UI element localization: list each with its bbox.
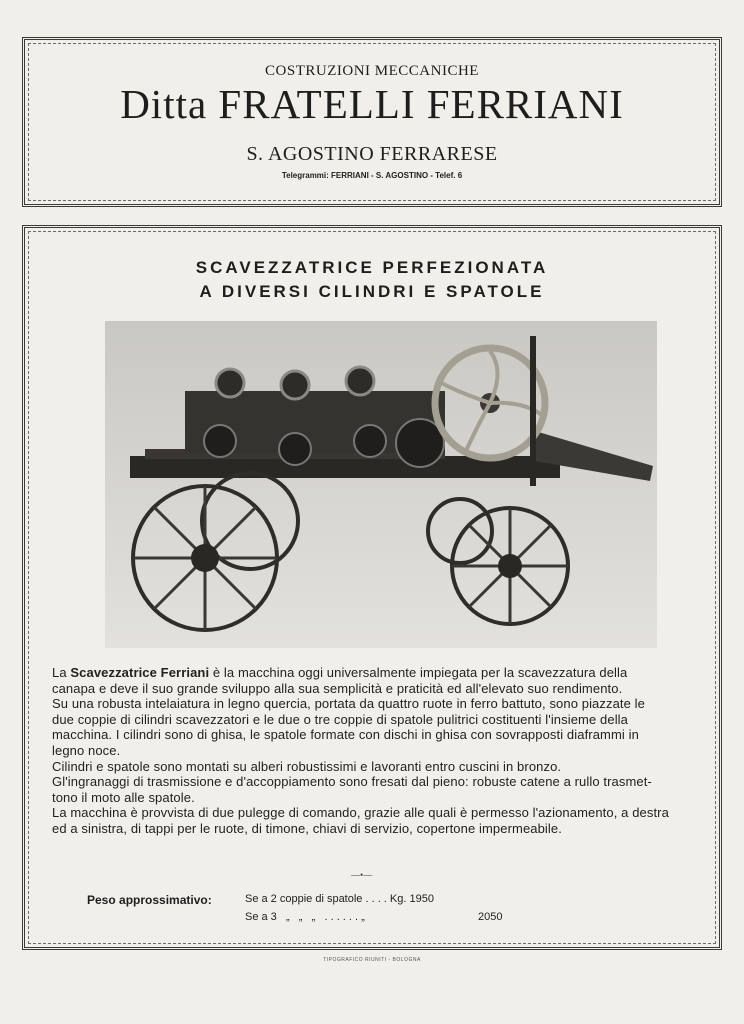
title-line-2: A DIVERSI CILINDRI E SPATOLE: [199, 282, 545, 301]
header-city: S. AGOSTINO FERRARESE: [246, 143, 498, 165]
telegrams-line: Telegrammi: FERRIANI - S. AGOSTINO - Telef. 6: [281, 171, 463, 180]
header-top-line: COSTRUZIONI MECCANICHE: [265, 63, 479, 79]
weight-value-3-spatole: 2050: [478, 911, 503, 923]
description-text: [52, 665, 720, 837]
description-line: La macchina è provvista di due pulegge di comando, grazie alle quali è permesso l'azionamento, a destra: [52, 805, 669, 821]
machine-photo: [105, 321, 657, 648]
machine-name: Scavezzatrice Ferriani: [70, 665, 210, 680]
ornament-divider: —•—: [351, 870, 373, 880]
description-line: Su una robusta intelaiatura in legno quercia, portata da quattro ruote in ferro battuto, sono piazzate le: [52, 696, 645, 712]
description-line: due coppie di cilindri scavezzatori e le due o tre coppie di spatole pulitrici costituenti l'insieme della: [52, 711, 628, 727]
description-line: tono il moto alle spatole.: [52, 789, 195, 805]
description-line: Cilindri e spatole sono montati su alberi robustissimi e lavoranti entro cuscini in bronzo.: [52, 758, 562, 774]
description-line: ed a sinistra, di tappi per le ruote, di timone, chiavi di servizio, copertone impermeabile.: [52, 820, 562, 836]
weight-row-2-spatole: Se a 2 coppie di spatole . . . . Kg. 1950: [245, 893, 434, 905]
lead-article: La: [52, 665, 67, 680]
weight-label: Peso approssimativo:: [87, 893, 212, 907]
printer-imprint: TIPOGRAFICO RIUNITI - BOLOGNA: [323, 957, 421, 963]
title-line-1: SCAVEZZATRICE PERFEZIONATA: [195, 258, 549, 277]
description-line: La Scavezzatrice Ferriani è la macchina oggi universalmente impiegata per la scavezzatura della: [52, 665, 628, 680]
weight-row-3-spatole: Se a 3 „ „ „ . . . . . . „: [245, 911, 365, 923]
description-line: Gl'ingranaggi di trasmissione e d'accoppiamento sono fresati dal pieno: robuste catene a rullo trasmet-: [52, 774, 652, 790]
description-line: canapa e deve il suo grande sviluppo alla sua semplicità e praticità ed all'elevato suo rendimento.: [52, 680, 623, 696]
description-line: macchina. I cilindri sono di ghisa, le spatole formate con dischi in ghisa con sovrapposti diaframmi in: [52, 727, 639, 743]
firm-name: Ditta FRATELLI FERRIANI: [120, 81, 624, 127]
description-line: legno noce.: [52, 742, 121, 758]
